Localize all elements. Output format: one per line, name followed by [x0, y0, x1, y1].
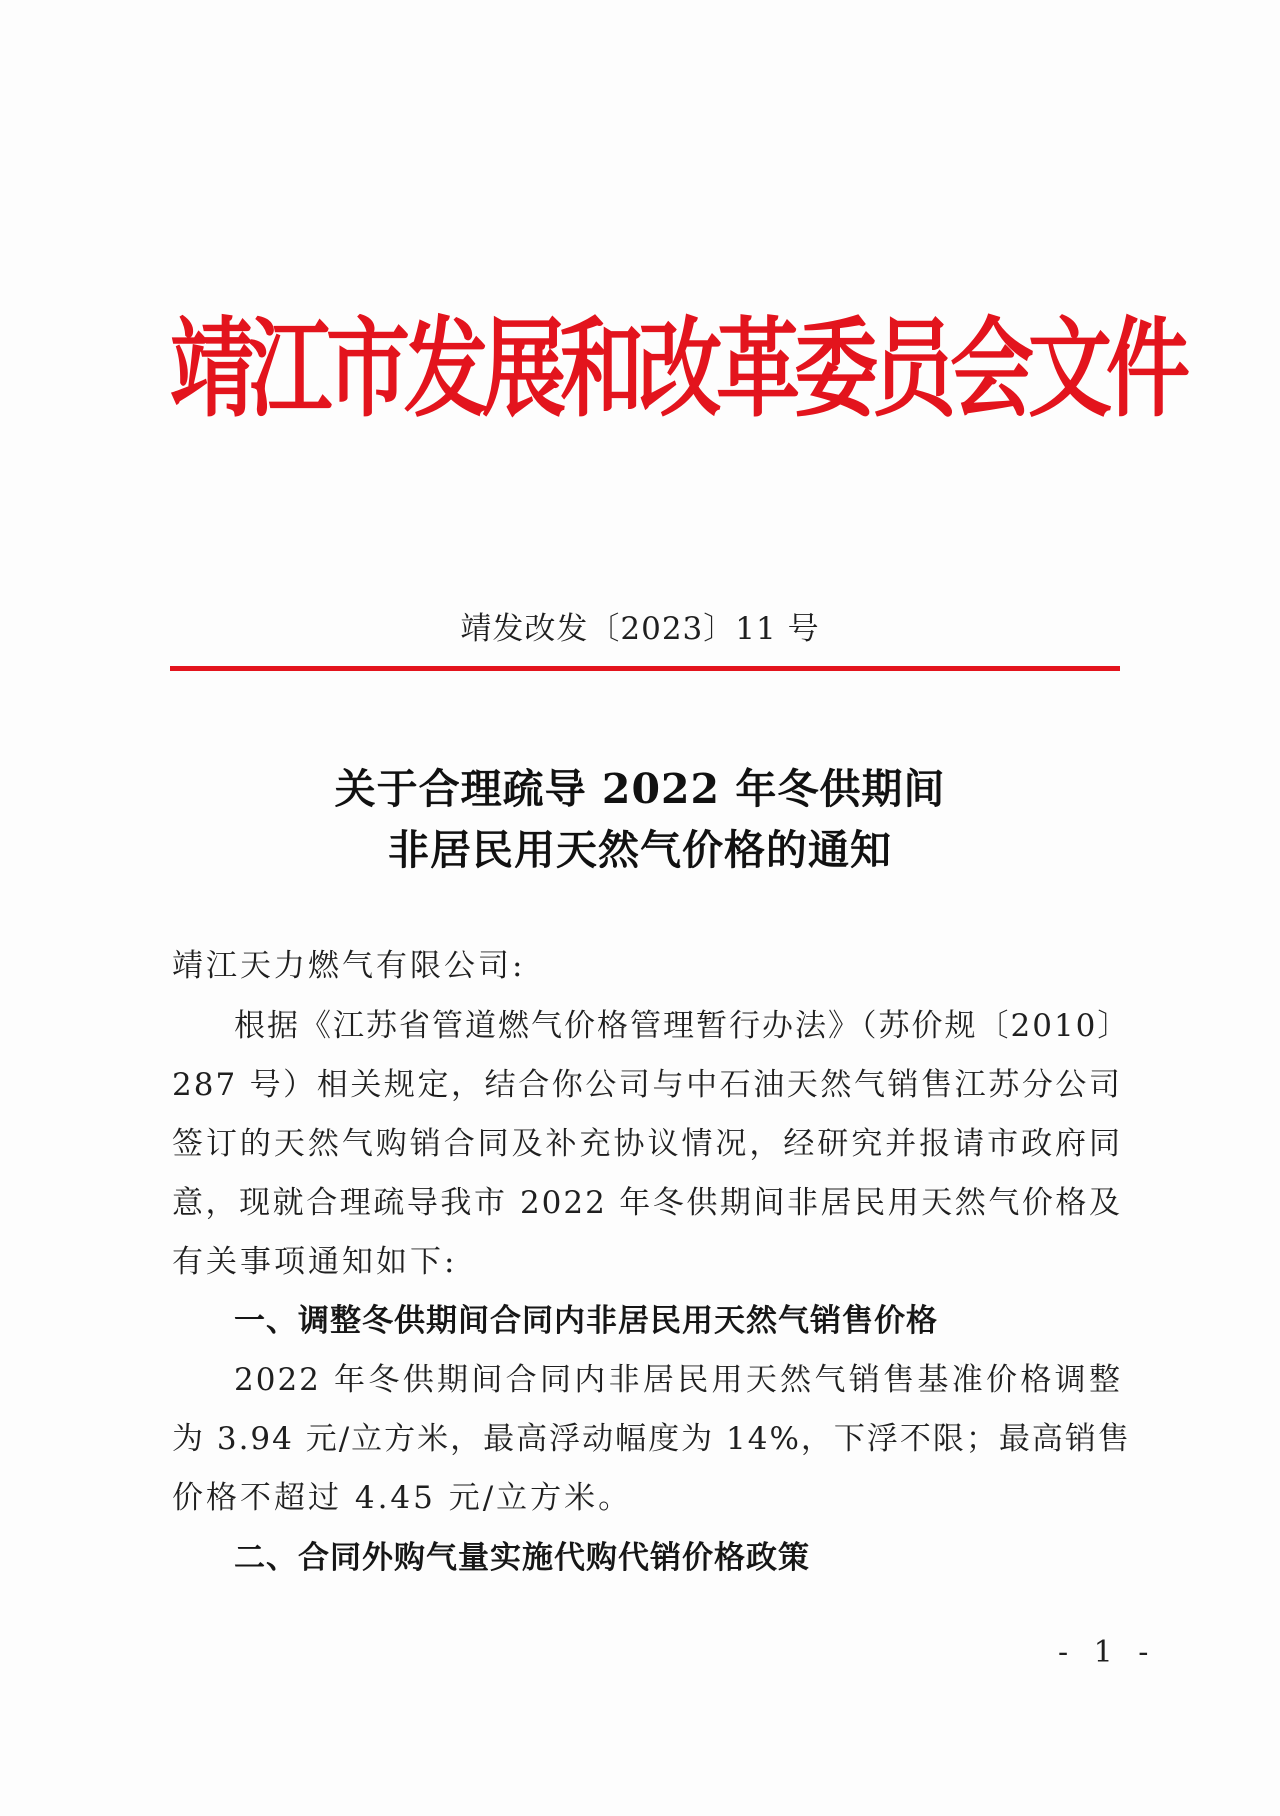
paragraph-2-line-2: 为 3.94 元/立方米，最高浮动幅度为 14%，下浮不限；最高销售	[172, 1421, 1131, 1457]
paragraph-2-line-1: 2022 年冬供期间合同内非居民用天然气销售基准价格调整	[234, 1362, 1122, 1398]
paragraph-1-line-2: 287 号）相关规定，结合你公司与中石油天然气销售江苏分公司	[172, 1067, 1122, 1103]
red-separator-line	[170, 666, 1120, 671]
notice-title-line-1: 关于合理疏导 2022 年冬供期间	[334, 765, 946, 813]
notice-title-line-2: 非居民用天然气价格的通知	[388, 826, 892, 874]
page-number: - 1 -	[1058, 1635, 1157, 1670]
paragraph-1-line-1: 根据《江苏省管道燃气价格管理暂行办法》（苏价规〔2010〕	[234, 1008, 1131, 1044]
paragraph-1-line-5: 有关事项通知如下:	[172, 1244, 458, 1280]
addressee: 靖江天力燃气有限公司:	[172, 948, 526, 984]
masthead-title: 靖江市发展和改革委员会文件	[170, 304, 1185, 432]
section-heading-1: 一、调整冬供期间合同内非居民用天然气销售价格	[234, 1303, 938, 1339]
paragraph-2-line-3: 价格不超过 4.45 元/立方米。	[172, 1480, 633, 1516]
section-heading-2: 二、合同外购气量实施代购代销价格政策	[234, 1540, 810, 1576]
paragraph-1-line-4: 意，现就合理疏导我市 2022 年冬供期间非居民用天然气价格及	[172, 1185, 1122, 1221]
document-number: 靖发改发〔2023〕11 号	[460, 611, 820, 647]
paragraph-1-line-3: 签订的天然气购销合同及补充协议情况，经研究并报请市政府同	[172, 1126, 1122, 1162]
